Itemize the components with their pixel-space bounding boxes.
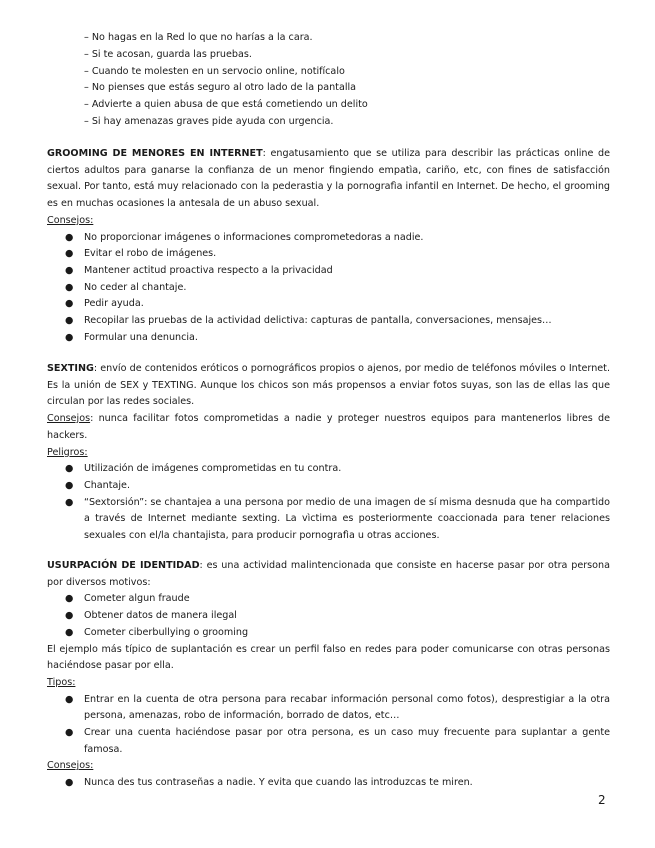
list-item: ● Utilización de imágenes comprometidas en tu contra. bbox=[47, 461, 610, 478]
grooming-tips-list bbox=[47, 230, 610, 347]
bullet-icon: ● bbox=[65, 593, 74, 605]
grooming-tips-label: Consejos: bbox=[47, 214, 94, 226]
list-item: ● Chantaje. bbox=[47, 478, 610, 495]
identity-motives-list bbox=[47, 591, 610, 641]
list-item: – Si te acosan, guarda las pruebas. bbox=[84, 48, 252, 60]
list-item: ● Pedir ayuda. bbox=[47, 296, 610, 313]
list-item: ● Crear una cuenta haciéndose pasar por otra persona, es un caso muy frecuente para suplantar a gente famosa. bbox=[65, 727, 610, 755]
list-item: ● “Sextorsión”: se chantajea a una persona por medio de una imagen de sí misma desnuda que ha compartido a través de Internet mediante sexting. La vìctima es posteriormente coaccionada para tener relaciones sexuales con el/la chantajista, para producir pornografìa u otras acciones. bbox=[65, 496, 610, 542]
list-item: ● Recopilar las pruebas de la actividad delictiva: capturas de pantalla, conversaciones, mensajes… bbox=[47, 313, 610, 330]
sexting-tips-text: : nunca facilitar fotos comprometidas a nadie y proteger nuestros equipos para mantenerlos libres de hackers. bbox=[47, 413, 610, 441]
bullet-icon: ● bbox=[65, 298, 74, 310]
list-item: – No pienses que estás seguro al otro lado de la pantalla bbox=[84, 82, 357, 94]
sexting-paragraph bbox=[47, 361, 610, 411]
list-item: ● Evitar el robo de imágenes. bbox=[47, 246, 610, 263]
intro-tips-list bbox=[84, 30, 604, 131]
identity-definition: : es una actividad malintencionada que consiste en hacerse pasar por otra persona por diversos motivos: bbox=[47, 560, 610, 588]
bullet-icon: ● bbox=[65, 479, 74, 491]
identity-paragraph bbox=[47, 558, 610, 591]
list-item: – No hagas en la Red lo que no harías a la cara. bbox=[84, 32, 313, 43]
sexting-section bbox=[47, 361, 610, 545]
bullet-icon: ● bbox=[65, 626, 74, 638]
grooming-section bbox=[47, 146, 610, 346]
bullet-icon: ● bbox=[65, 496, 74, 508]
identity-tips-label: Consejos: bbox=[47, 760, 94, 772]
identity-tips-list bbox=[47, 775, 610, 792]
sexting-definition: : envío de contenidos eróticos o pornográficos propios o ajenos, por medio de teléfonos móviles o Internet. Es la unión de SEX y TEXTING. Aunque los chicos son más propensos a enviar fotos suyas, son las de ellas las que circulan por las redes sociales. bbox=[47, 363, 610, 408]
list-item: ● Formular una denuncia. bbox=[47, 330, 610, 347]
bullet-icon: ● bbox=[65, 727, 74, 739]
list-item: – Advierte a quien abusa de que está cometiendo un delito bbox=[84, 99, 368, 111]
list-item: ● Cometer ciberbullying o grooming bbox=[47, 625, 610, 642]
list-item: – Cuando te molesten en un servocio online, notifícalo bbox=[84, 65, 345, 77]
sexting-dangers-list bbox=[47, 461, 610, 545]
bullet-icon: ● bbox=[65, 331, 74, 343]
bullet-icon: ● bbox=[65, 610, 74, 622]
sexting-dangers-label: Peligros: bbox=[47, 446, 88, 458]
list-item: ● Entrar en la cuenta de otra persona para recabar información personal como fotos), desprestigiar a la otra persona, amenazas, robo de información, borrado de datos, etc… bbox=[65, 693, 610, 722]
list-item: ● No ceder al chantaje. bbox=[47, 280, 610, 297]
page-number: 2 bbox=[598, 793, 606, 807]
identity-types-label: Tipos: bbox=[47, 676, 76, 688]
bullet-icon: ● bbox=[65, 315, 74, 327]
identity-term: USURPACIÓN DE IDENTIDAD bbox=[47, 560, 200, 571]
grooming-definition: : engatusamiento que se utiliza para describir las prácticas online de ciertos adultos para ganarse la confianza de un menor fingiendo empatìa, cariño, etc, con fines de satisfacción sexual. Por tanto, está muy relacionado con la pederastia y la pornografìa infantil en Internet. De hecho, el grooming es en muchas ocasiones la antesala de un abuso sexual. bbox=[47, 148, 611, 210]
list-item: ● Mantener actitud proactiva respecto a la privacidad bbox=[47, 263, 610, 280]
list-item: – Si hay amenazas graves pide ayuda con urgencia. bbox=[84, 115, 334, 127]
bullet-icon: ● bbox=[65, 281, 74, 293]
list-item: ● Cometer algun fraude bbox=[47, 591, 610, 608]
bullet-icon: ● bbox=[65, 264, 74, 276]
sexting-tips-paragraph bbox=[47, 411, 610, 444]
identity-section bbox=[47, 558, 610, 792]
grooming-term: GROOMING DE MENORES EN INTERNET bbox=[47, 148, 263, 159]
sexting-term: SEXTING bbox=[47, 363, 94, 374]
bullet-icon: ● bbox=[65, 693, 74, 705]
bullet-icon: ● bbox=[65, 248, 74, 260]
bullet-icon: ● bbox=[65, 463, 74, 475]
sexting-tips-label: Consejos bbox=[47, 413, 91, 425]
bullet-icon: ● bbox=[65, 777, 74, 789]
list-item: ● No proporcionar imágenes o informaciones comprometedoras a nadie. bbox=[47, 230, 610, 247]
grooming-paragraph bbox=[47, 146, 610, 213]
bullet-icon: ● bbox=[65, 231, 74, 243]
list-item: ● Nunca des tus contraseñas a nadie. Y evita que cuando las introduzcas te miren. bbox=[47, 775, 610, 792]
identity-types-list bbox=[47, 692, 610, 759]
identity-example: El ejemplo más típico de suplantación es crear un perfil falso en redes para poder comunicarse con otras personas haciéndose pasar por ella. bbox=[47, 643, 610, 672]
list-item: ● Obtener datos de manera ilegal bbox=[47, 608, 610, 625]
